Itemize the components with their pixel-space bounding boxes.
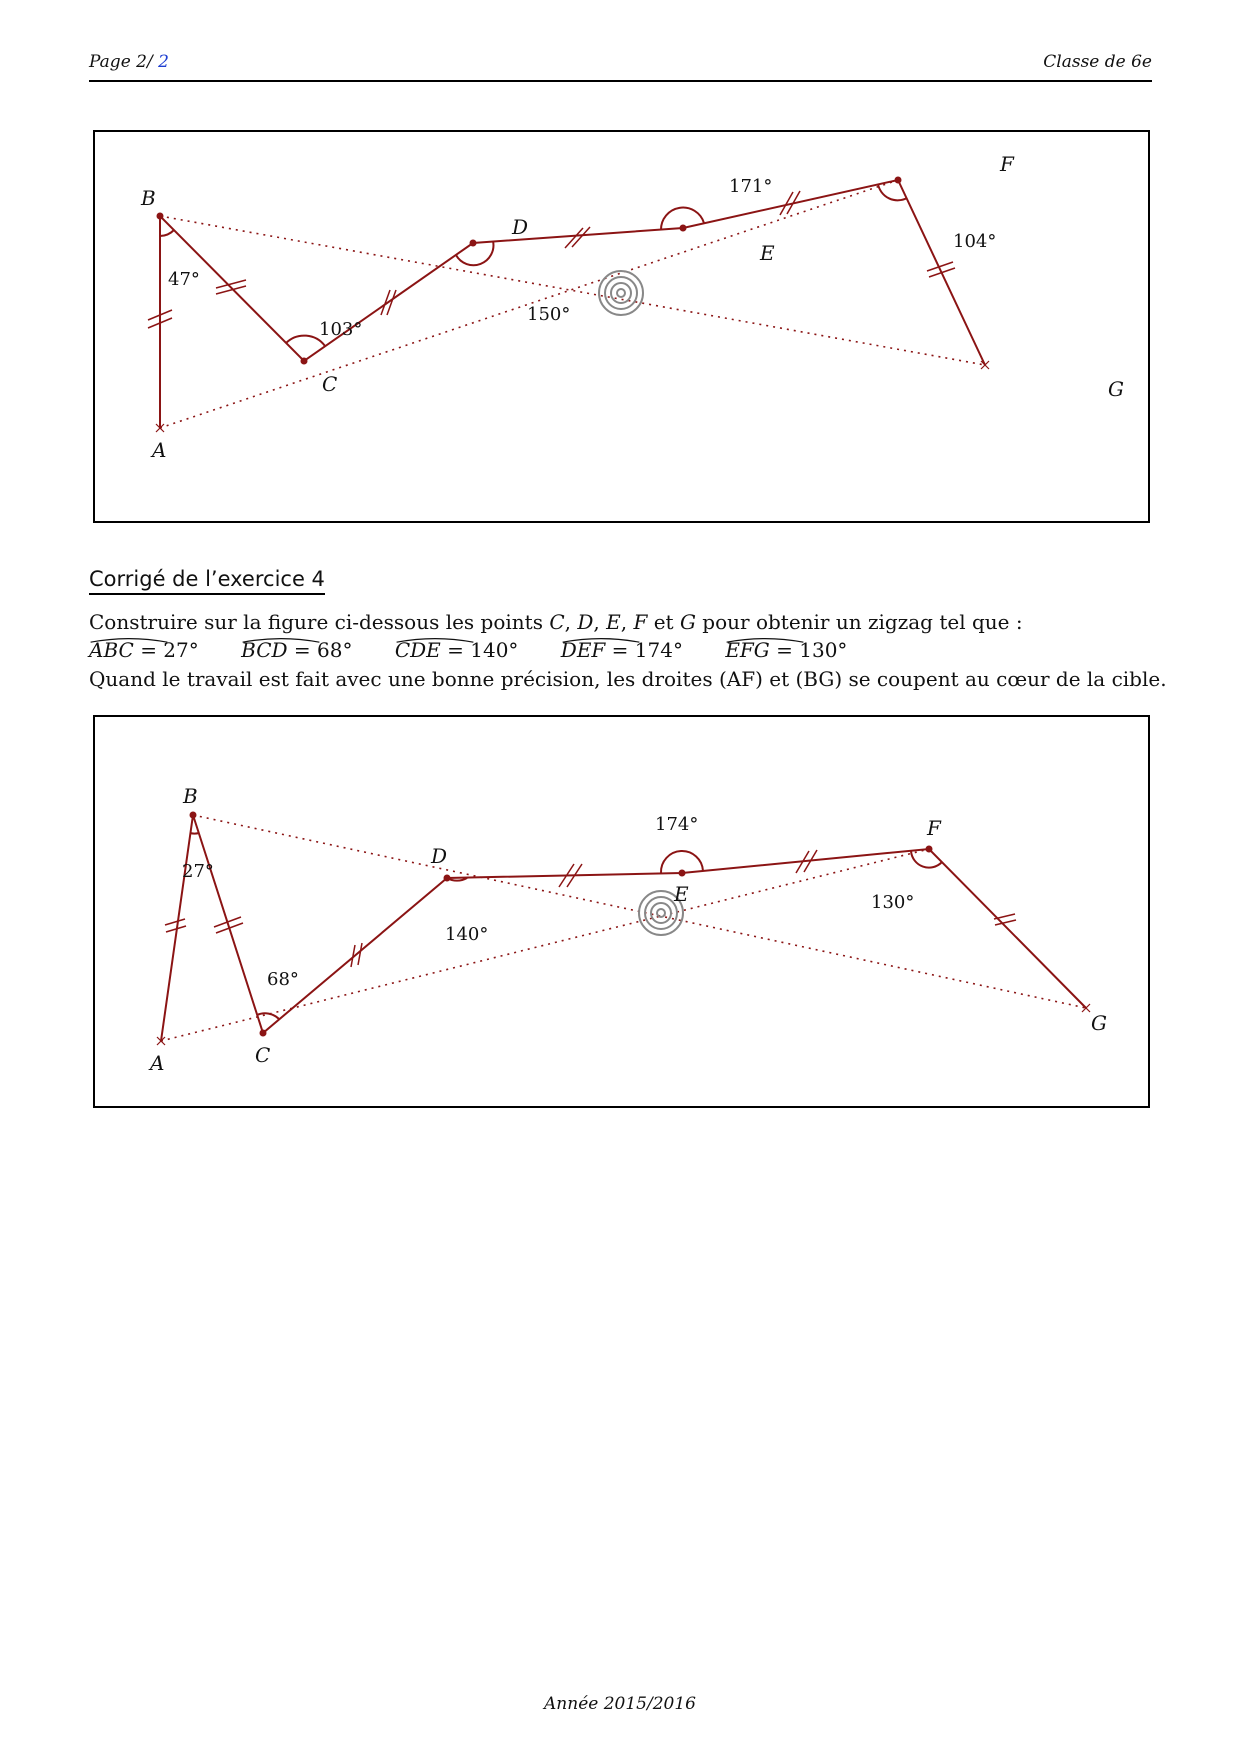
point-c-label: C — [255, 1043, 271, 1067]
angle-label-c: 68° — [267, 969, 299, 990]
conclusion-text: Quand le travail est fait avec une bonne précision, les droites (AF) et (BG) se coupent au cœur de la cible. — [89, 667, 1167, 691]
page-total-link[interactable]: 2 — [158, 52, 169, 72]
angle-label-e: 171° — [729, 176, 773, 197]
tick-mark — [358, 943, 362, 965]
angle-label-b: 27° — [182, 861, 214, 882]
angle-list — [89, 638, 883, 662]
angle-arc — [911, 851, 942, 868]
instruction-text: Construire sur la figure ci-dessous les points C, D, E, F et G pour obtenir un zigzag tel que : — [89, 610, 1023, 634]
point-e-label: E — [760, 241, 775, 265]
angle-arc — [257, 1013, 279, 1019]
section-title: Corrigé de l’exercice 4 — [89, 567, 325, 595]
line-bg-dotted — [160, 216, 985, 365]
angle-cde: CDE = 140° — [394, 638, 519, 662]
angle-abc: ABC = 27° — [89, 638, 199, 662]
point-f-label: F — [1000, 152, 1014, 176]
point-b-label: B — [141, 186, 156, 210]
angle-label-b: 47° — [168, 269, 200, 290]
point-f-label: F — [927, 816, 941, 840]
point-d-dot — [470, 240, 477, 247]
page-number: Page 2/ 2 — [89, 52, 169, 72]
point-c-dot — [260, 1030, 267, 1037]
point-g-label: G — [1108, 377, 1124, 401]
figure-1-drawing — [93, 130, 1150, 523]
angle-arc — [160, 230, 174, 236]
point-e-label: E — [674, 882, 689, 906]
angle-arc — [190, 833, 199, 834]
class-label: Classe de 6e — [1043, 52, 1152, 72]
point-c-dot — [301, 358, 308, 365]
point-f-dot — [926, 846, 933, 853]
page-footer: Année 2015/2016 — [544, 1694, 696, 1714]
point-b-dot — [157, 213, 164, 220]
zigzag-path — [160, 180, 985, 428]
line-af-dotted — [161, 849, 929, 1041]
point-g-label: G — [1091, 1011, 1107, 1035]
tick-mark — [994, 914, 1015, 919]
point-a-label: A — [152, 438, 167, 462]
point-d-label: D — [512, 215, 529, 239]
figure-2 — [93, 715, 1150, 1108]
figure-1 — [93, 130, 1150, 523]
angle-label-d: 150° — [527, 304, 571, 325]
point-f-dot — [895, 177, 902, 184]
point-d-label: D — [431, 844, 448, 868]
angle-label-e: 174° — [655, 814, 699, 835]
point-c-label: C — [322, 372, 338, 396]
target-icon — [599, 271, 643, 315]
point-e-dot — [679, 870, 686, 877]
angle-label-f: 130° — [871, 892, 915, 913]
page-header — [89, 50, 1152, 82]
angle-label-f: 104° — [953, 231, 997, 252]
angle-bcd: BCD = 68° — [241, 638, 353, 662]
point-d-dot — [444, 875, 451, 882]
tick-mark — [165, 919, 185, 925]
point-b-dot — [190, 812, 197, 819]
angle-label-c: 103° — [319, 319, 363, 340]
zigzag-path — [161, 815, 1086, 1041]
tick-mark — [995, 920, 1016, 925]
point-e-dot — [680, 225, 687, 232]
angle-efg: EFG = 130° — [725, 638, 848, 662]
angle-def: DEF = 174° — [560, 638, 683, 662]
point-a-label: A — [150, 1051, 165, 1075]
figure-2-drawing — [93, 715, 1150, 1108]
point-b-label: B — [183, 784, 198, 808]
angle-label-d: 140° — [445, 924, 489, 945]
